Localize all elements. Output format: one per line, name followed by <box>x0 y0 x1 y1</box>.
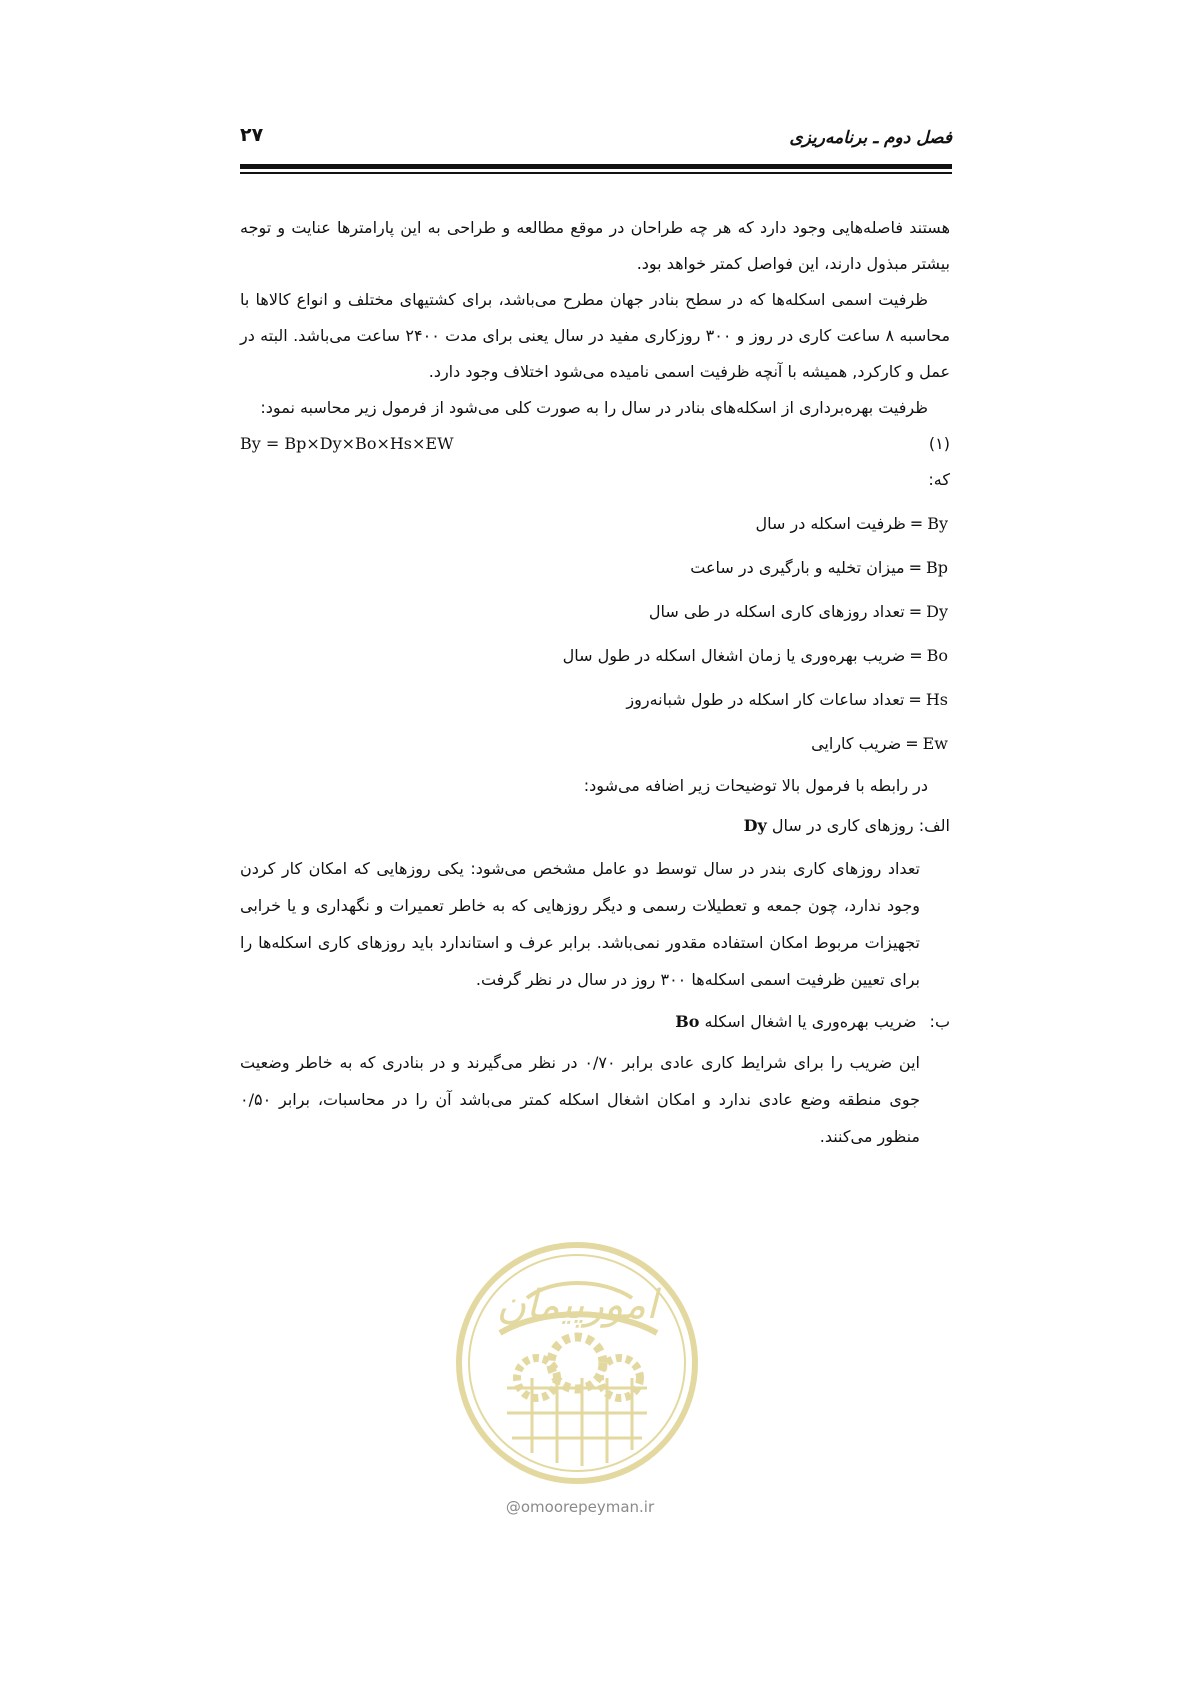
equals-sign: = <box>908 602 923 621</box>
section-a-heading <box>240 806 950 846</box>
paragraph-operational-capacity: ظرفیت بهره‌برداری از اسکله‌های بنادر در سال را به صورت کلی می‌شود از فرمول زیر محاسبه نمود: <box>260 398 928 417</box>
definition-symbol: Bo <box>926 646 948 665</box>
section-b-heading <box>240 1002 950 1042</box>
definition-item <box>240 678 948 722</box>
explanation-intro: در رابطه با فرمول بالا توضیحات زیر اضافه می‌شود: <box>583 776 928 795</box>
equation-number: (۱) <box>928 434 950 453</box>
paragraph-nominal-capacity: ظرفیت اسمی اسکله‌ها که در سطح بنادر جهان مطرح می‌باشد، برای کشتیهای مختلف و انواع کالاها با محاسبه ۸ ساعت کاری در روز و ۳۰۰ روزکاری مفید در سال یعنی برای مدت ۲۴۰۰ ساعت می‌باشد. البته در عمل و کارکرد, همیشه با آنچه ظرفیت اسمی نامیده می‌شود اختلاف وجود دارد. <box>240 290 951 381</box>
definition-text: ظرفیت اسکله در سال <box>755 514 906 533</box>
page-header <box>240 124 952 158</box>
section-b-symbol: Bo <box>675 1012 700 1031</box>
definition-text: ضریب کارایی <box>811 734 902 753</box>
definition-item <box>240 634 948 678</box>
definition-text: تعداد روزهای کاری اسکله در طی سال <box>648 602 905 621</box>
definition-symbol: Hs <box>925 690 948 709</box>
header-rule-thin <box>240 172 952 174</box>
section-b-body: این ضریب را برای شرایط کاری عادی برابر ۰/۷۰ در نظر می‌گیرند و در بنادری که به خاطر وضعیت جوی منطقه وضع عادی ندارد و امکان اشغال اسکله کمتر می‌باشد آن را در محاسبات، برابر ۰/۵۰ منظور می‌کنند. <box>240 1053 921 1146</box>
definition-item <box>240 502 948 546</box>
section-b-marker: ب: <box>929 1012 950 1031</box>
definition-symbol: Bp <box>926 558 948 577</box>
watermark-url: @omoorepeyman.ir <box>505 1498 655 1516</box>
definition-item <box>240 590 948 634</box>
equals-sign: = <box>909 514 924 533</box>
section-a-title: روزهای کاری در سال <box>771 816 914 835</box>
definitions-list <box>240 502 948 766</box>
watermark-logo-text: امورپیمان <box>496 1282 658 1328</box>
equals-sign: = <box>905 734 919 753</box>
definition-text: ضریب بهره‌وری یا زمان اشغال اسکله در طول سال <box>562 646 906 665</box>
formula-expression: By = Bp×Dy×Bo×Hs×EW <box>240 434 454 453</box>
definition-symbol: By <box>927 514 948 533</box>
equals-sign: = <box>908 558 922 577</box>
section-a-symbol: Dy <box>743 816 767 835</box>
definition-symbol: Dy <box>926 602 948 621</box>
page-body <box>240 210 950 1155</box>
definition-item <box>240 722 948 766</box>
formula-row <box>240 426 950 462</box>
chapter-title: فصل دوم ـ برنامه‌ریزی <box>789 128 952 148</box>
watermark-logo <box>452 1238 702 1488</box>
definition-item <box>240 546 948 590</box>
page-number: ۲۷ <box>240 124 264 146</box>
definition-text: تعداد ساعات کار اسکله در طول شبانه‌روز <box>626 690 905 709</box>
equals-sign: = <box>909 646 923 665</box>
paragraph-continuation: هستند فاصله‌هایی وجود دارد که هر چه طراحان در موقع مطالعه و طراحی به این پارامترها عنایت و توجه بیشتر مبذول دارند، این فواصل کمتر خواهد بود. <box>240 218 950 273</box>
section-b-title: ضریب بهره‌وری یا اشغال اسکله <box>704 1012 917 1031</box>
section-a-body: تعداد روزهای کاری بندر در سال توسط دو عامل مشخص می‌شود: یکی روزهایی که امکان کار کردن وجود ندارد، چون جمعه و تعطیلات رسمی و دیگر روزهایی که به خاطر تعمیرات و نگهداری و یا خرابی تجهیزات مربوط امکان استفاده مقدور نمی‌باشد. برابر عرف و استاندارد باید روزهای کاری اسکله‌ها را برای تعیین ظرفیت اسمی اسکله‌ها ۳۰۰ روز در سال در نظر گرفت. <box>240 859 920 989</box>
header-rule-thick <box>240 164 952 169</box>
definition-symbol: Ew <box>922 734 948 753</box>
where-label: که: <box>928 470 950 489</box>
section-a-marker: الف: <box>918 816 950 835</box>
equals-sign: = <box>908 690 922 709</box>
definition-text: میزان تخلیه و بارگیری در ساعت <box>690 558 905 577</box>
